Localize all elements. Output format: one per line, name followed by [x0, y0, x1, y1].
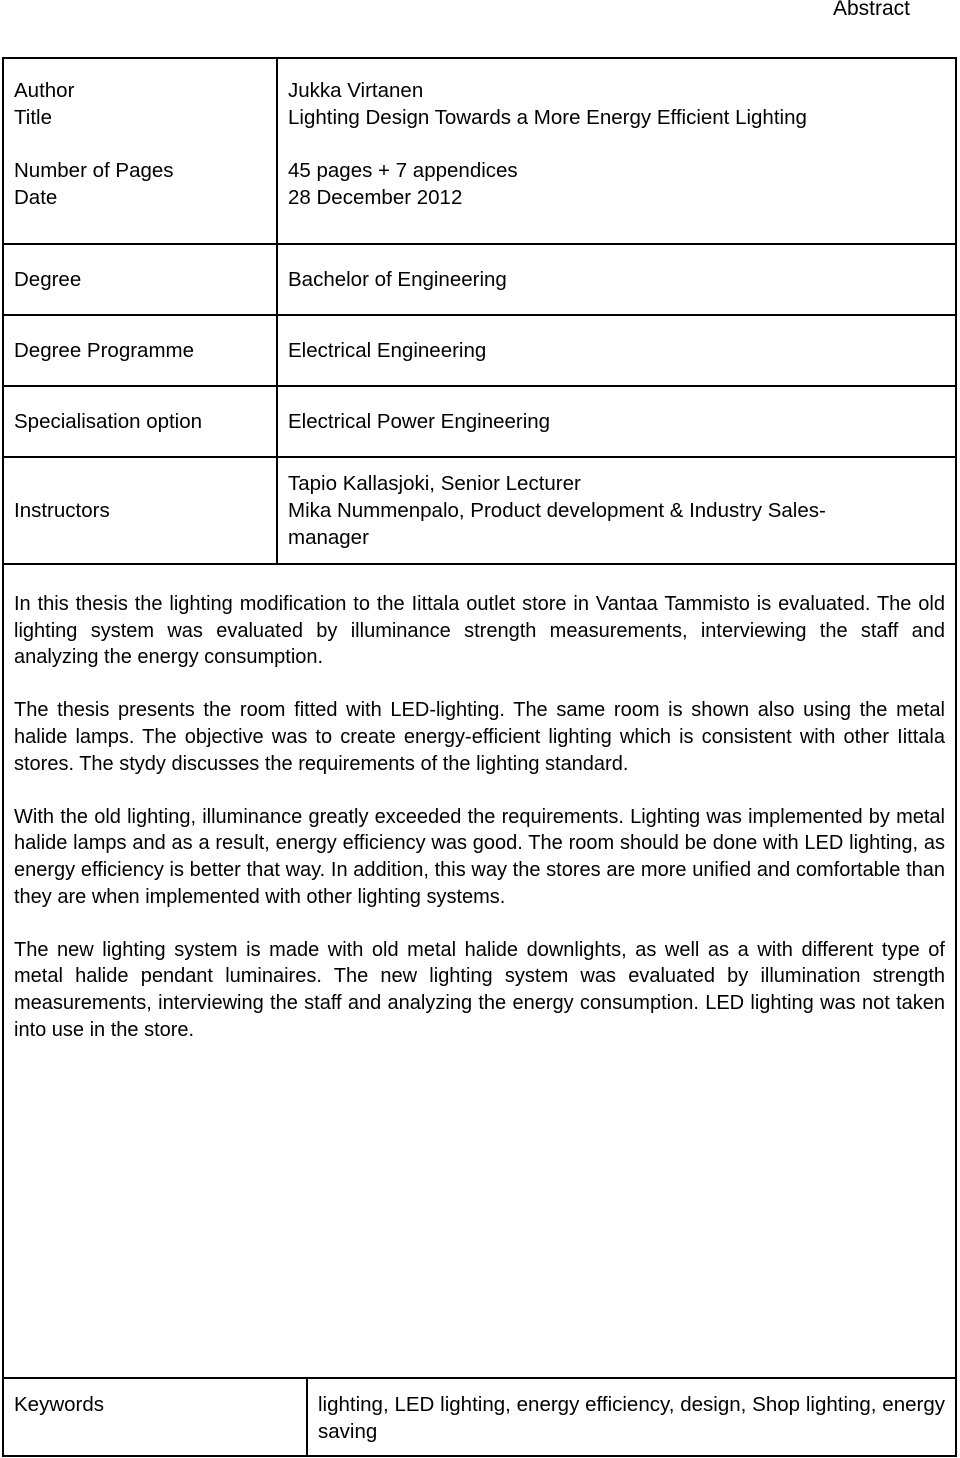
title-value: Lighting Design Towards a More Energy Efficient Lighting — [288, 106, 807, 129]
degree-value: Bachelor of Engineering — [277, 244, 956, 315]
specialisation-value: Electrical Power Engineering — [277, 386, 956, 457]
title-label: Title — [14, 106, 52, 129]
abstract-paragraph: With the old lighting, illuminance greatly exceeded the requirements. Lighting was implemented by metal halide lamps and as a result, energy efficiency was good. The room should be done with LED lighting, as energy efficiency is better that way. In addition, this way the stores are more unified and comfortable than they are when implemented with other lighting systems. — [14, 805, 945, 908]
instructors-label: Instructors — [3, 457, 277, 564]
pages-label: Number of Pages — [14, 159, 174, 182]
instructor-2-line-1: Mika Nummenpalo, Product development & Industry Sales- — [288, 499, 826, 522]
metadata-row-programme — [3, 315, 956, 386]
instructor-1: Tapio Kallasjoki, Senior Lecturer — [288, 472, 581, 495]
programme-value: Electrical Engineering — [277, 315, 956, 386]
instructors-value — [277, 457, 956, 564]
instructor-2-line-2: manager — [288, 526, 369, 549]
pages-value: 45 pages + 7 appendices — [288, 159, 518, 182]
date-label: Date — [14, 186, 58, 209]
keywords-row — [3, 1378, 956, 1456]
abstract-paragraph: The thesis presents the room fitted with LED-lighting. The same room is shown also using the metal halide lamps. The objective was to create energy-efficient lighting which is consistent with other Iittala stores. The stydy discusses the requirements of the lighting standard. — [14, 699, 945, 775]
programme-label: Degree Programme — [3, 315, 277, 386]
author-label: Author — [14, 79, 75, 102]
metadata-row-degree — [3, 244, 956, 315]
keywords-table — [2, 1377, 957, 1457]
metadata-value-cell — [277, 58, 956, 244]
keywords-label: Keywords — [3, 1378, 307, 1456]
thesis-metadata-table — [2, 57, 957, 565]
metadata-row-instructors — [3, 457, 956, 564]
specialisation-label: Specialisation option — [3, 386, 277, 457]
metadata-label-cell — [3, 58, 277, 244]
keywords-value: lighting, LED lighting, energy efficiency, design, Shop lighting, energy saving — [307, 1378, 956, 1456]
metadata-row-author-title — [3, 58, 956, 244]
page-heading: Abstract — [832, 0, 910, 20]
metadata-row-specialisation — [3, 386, 956, 457]
abstract-paragraph: The new lighting system is made with old metal halide downlights, as well as a with different type of metal halide pendant luminaires. The new lighting system was evaluated by illumination strength measurements, interviewing the staff and analyzing the energy consumption. LED lighting was not taken into use in the store. — [14, 938, 945, 1041]
author-value: Jukka Virtanen — [288, 79, 424, 102]
date-value: 28 December 2012 — [288, 186, 463, 209]
abstract-paragraph: In this thesis the lighting modification to the Iittala outlet store in Vantaa Tammisto is evaluated. The old lighting system was evaluated by illuminance strength measurements, interviewing the staff and analyzing the energy consumption. — [14, 593, 945, 669]
degree-label: Degree — [3, 244, 277, 315]
abstract-body — [2, 555, 957, 1377]
